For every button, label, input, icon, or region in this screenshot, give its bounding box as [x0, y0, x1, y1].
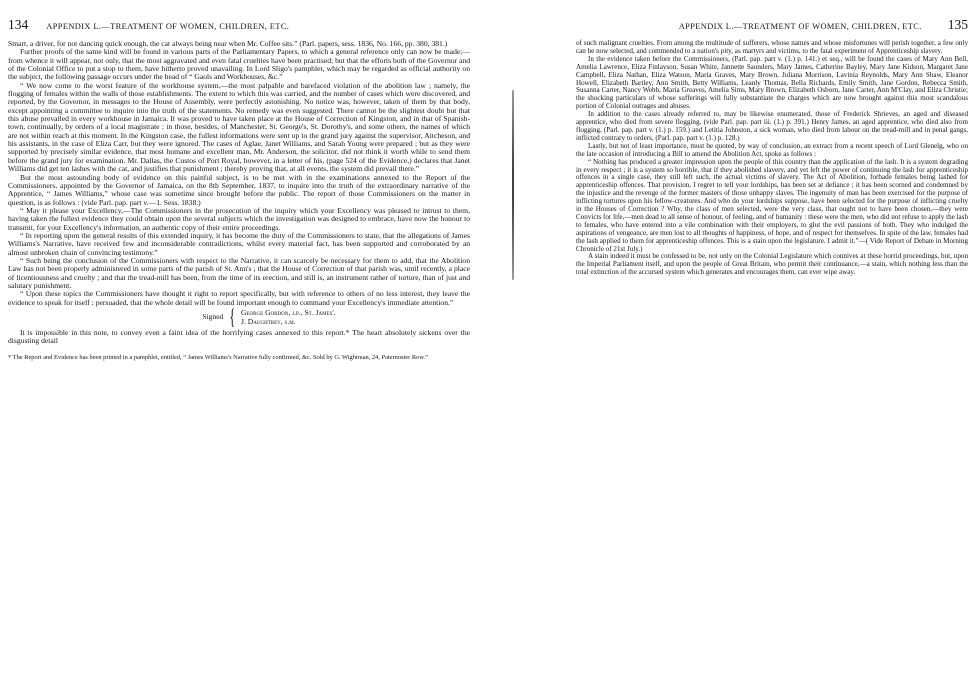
left-paragraph: “ In reporting upon the general results of this extended inquiry, it has become the duty of the Commissioners to state, that the allegations of James Williams's Narrative, have received few and inconsiderable contradictions, whilst every material fact, has been supported and corroborated by an almost unbroken chain of convincing testimony.” — [8, 230, 470, 257]
left-paragraph: “ Such being the conclusion of the Commissioners with respect to the Narrative, it can scarcely be necessary for them to add, that the Abolition Law has not been properly administered in some parts of the parish of St. Ann's ; that the House of Correction of that parish was, until recently, a place of licentiousness and cruelty ; and that the tread-mill has been, from the time of its erection, and still is, an instrument rather of torture, than of just and salutary punishment. — [8, 255, 470, 290]
left-paragraph: Smart, a driver, for not dancing quick enough, the cat always being near when Mr. Coffee sits.” (Parl. papers, sess. 1836, No. 166, pp. 380, 381.) — [8, 39, 448, 48]
left-footnote: * The Report and Evidence has been printed in a pamphlet, entitled, “ James Williams's Narrative fully confirmed, &c. Sold by G. Wightman, 24, Paternoster Row.” — [8, 353, 428, 361]
right-paragraph: “ Nothing has produced a greater impression upon the people of this country than the application of the lash. It is a system degrading in every respect ; it is a system so horrible, that if they abolished slavery, and yet left the power of continuing the lash for apprenticeship offences in a single case, they still left such, the actual victims of slavery. The Act of Abolition, forbade females being lashed for apprenticeship offences. That provision, I regret to tell your lordships, has been set at defiance ; it has been scorned and condemned by the injustice and the revenge of the former masters of those unhappy slaves. The ingenuity of man has been exercised for the purpose of inflicting tortures upon his fellow-creatures. And who do your lordships suppose, have been selected for the purpose of inflicting cruelty in the Houses of Correction ? Why, the class of men selected, were the very class, that ought not to have been chosen,—they were Convicts for life,—men dead to all sense of honour, of feeling, and of humanity : these were the men, who did not refuse to apply the lash to females, who have entered into a vile combination with their employers, to glut the evil passions of both. They who indulged the aspirations of vengeance, are men lost to all thoughts of happiness, of hope, and of respect for themselves. In spite of the law, females had the lash applied to them for apprenticeship offences. This is a stain upon the legislature. I admit it.”—( Vide Report of Debate in Morning Chronicle of 21st July.) — [576, 157, 968, 253]
signature-brace: { — [229, 304, 236, 329]
right-running-head: APPENDIX L.—TREATMENT OF WOMEN, CHILDREN, ETC. — [678, 22, 922, 31]
signatory-daughtrey: J. Daughtrey, s.m. — [241, 317, 296, 326]
left-page — [8, 10, 470, 680]
signatory-gordon: George Gordon, j.p., St. James'. — [241, 308, 336, 317]
right-paragraph: In addition to the cases already referred to, may be likewise enumerated, those of Frederick Shrieves, an aged and diseased apprentice, who died from severe flogging, (vide Parl. pap. part iii. (1.) p. 391.) Henry James, an aged apprentice, who died also from flogging, (Parl. pap. part v. (1.) p. 159.) and Letitia Johnston, a sick woman, who died from labour on the tread-mill and in penal gangs, inflicted contrary to orders, (Parl. pap. part v. (1.) p. 128.) — [576, 110, 968, 142]
right-paragraph: of such malignant cruelties. From among the multitude of sufferers, whose names and whose misfortunes will perish together, a few only can be now selected, and commended to a nation's pity, as martyrs and victims, to the fatal experiment of Apprenticeship slavery. — [576, 39, 968, 55]
right-paragraph: A stain indeed it must be confessed to be, not only on the Colonial Legislature which connives at these horrid proceedings, but, upon the Imperial Parliament itself, and upon the people of Great Britain, who permit their continuance,—a stain, which nothing less than the total extinction of the accursed system which generates and encourages them, can ever wipe away. — [576, 252, 968, 277]
right-paragraph: In the evidence taken before the Commissioners, (Parl. pap. part v. (1.) p. 141.) et seq., will be found the cases of Mary Ann Bell, Amelia Lawrence, Eliza Finlayson, Susan White, Jannette Saunders, Mary James, Catherine Bayley, Mary Jane Kidson, Margaret Jane Campbell, Eliza Nathan, Eliza Watson, Maria Graves, Mary Brown, Juliana Morrison, Lavinia Reynolds, Mary Ann Shaw, Eleanor Howell, Elizabeth Bartley, Ann Smith, Betty Williams, Leanly Thomas, Bella Richards, Emily Smith, Jane Gordon, Rebecca Smith, Susanna Carter, Nancy Webb, Maria Greaves, Amelia Sims, Mary Brown, Elizabeth Osborn, Jane Carter, Ann M'Clay, and Eliza Christie; the shocking particulars of whose sufferings will fully substantiate the charges which are now brought against this most scandalous portion of Colonial outrages and abuses. — [576, 54, 968, 111]
right-page-number: 135 — [947, 17, 968, 32]
left-page-header — [8, 10, 470, 40]
left-paragraph: “ May it please your Excellency,—The Commissioners in the prosecution of the inquiry which your Excellency was pleased to intrust to them, having taken the fullest evidence they could obtain upon the several subjects which the investigation was designed to embrace, have now the honour to transmit, for your Excellency's information, an authentic copy of their entire proceedings. — [8, 205, 470, 232]
left-paragraph: Further proofs of the same kind will be found in various parts of the Parliamentary Papers, to which a general reference only can now be made;—from whence it will appear, not only, that the most aggravated and even fatal cruelties have been practised; but that the efforts both of the Governor and of the Colonial Office to put a stop to them, have hitherto proved unavailing. In Lord Sligo's pamphlet, which may be regarded as official authority on the subject, the following passage occurs under the head of “ Gaols and Workhouses, &c.” — [8, 47, 470, 82]
left-page-number: 134 — [8, 17, 29, 32]
signature-names — [241, 308, 336, 326]
right-page-header — [576, 10, 968, 40]
page-gutter — [512, 90, 514, 280]
signature-label: Signed — [202, 311, 224, 321]
left-paragraph: “ We now come to the worst feature of the workhouse system,—the most palpable and barefaced violation of the abolition law ; namely, the flogging of females within the walls of those establishments. The extent to which this was carried, and the number of cases which were discovered, and reported, by the Governor, in messages to the House of Assembly, were perfectly astonishing. No notice was, however, taken of them by that body, except appointing a committee to inquire into the truth of the statements. No remedy was even suggested. There cannot be the slightest doubt but that this abuse prevailed in every workhouse in Jamaica. It was proved to have taken place at the House of Correction of Kingston, and in that of Spanish-town, continually, by orders of a local magistrate ; in those, besides, of Manchester, St. George's, St. Dorothy's, and some others, the names of which are not within reach at this moment. In the Kingston case, the fullest informations were sent up to the grand jury against the supervisor, Aitcheson, and his assistants, in the case of Eliza Carr, but they were ignored. The cases of Aglae, Janet Williams, and Sarah Young were prepared ; but as they were supported by precisely similar evidence, that most humane and excellent man, Mr. Anderson, the solicitor, did not think it worth while to send them before the grand jury for examination. Mr. Dallas, the Custos of Port Royal, however, in a letter of his, (page 524 of the Evidence,) declares that Janet Williams did get ten lashes with the cat, and justifies that punishment ; thereby proving that, at all events, the system did prevail there.” — [8, 80, 470, 174]
signature-block — [8, 304, 470, 329]
left-paragraph: But the most astounding body of evidence on this painful subject, is to be met with in the examinations annexed to the Report of the Commissioners, appointed by the Governor of Jamaica, on the 8th September, 1837, to inquire into the truth of the extraordinary narrative of the Apprentice, “ James Williams,” whose case was sometime since brought before the public. The report of those Commissioners on the matter in question, is as follows : (vide Parl. pap. part v.—1. Sess. 1838.) — [8, 172, 470, 207]
right-page — [576, 10, 968, 680]
left-running-head: APPENDIX L.—TREATMENT OF WOMEN, CHILDREN, ETC. — [46, 22, 290, 31]
left-paragraph: “ Upon these topics the Commissioners have thought it right to report specifically, but with reference to others of no less interest, they leave the evidence to speak for itself ; persuaded, that the whole detail will be found important enough to command your Excellency's immediate attention.” — [8, 289, 470, 307]
left-closing-paragraph: It is impossible in this note, to convey even a faint idea of the horrifying cases annexed to this report.* The heart absolutely sickens over the disgusting detail — [8, 328, 470, 346]
right-paragraph: Lastly, but not of least importance, must be quoted, by way of conclusion, an extract from a recent speech of Lord Glenelg, who on the late occasion of introducing a Bill to amend the Abolition Act, spoke as follows : — [576, 141, 968, 158]
